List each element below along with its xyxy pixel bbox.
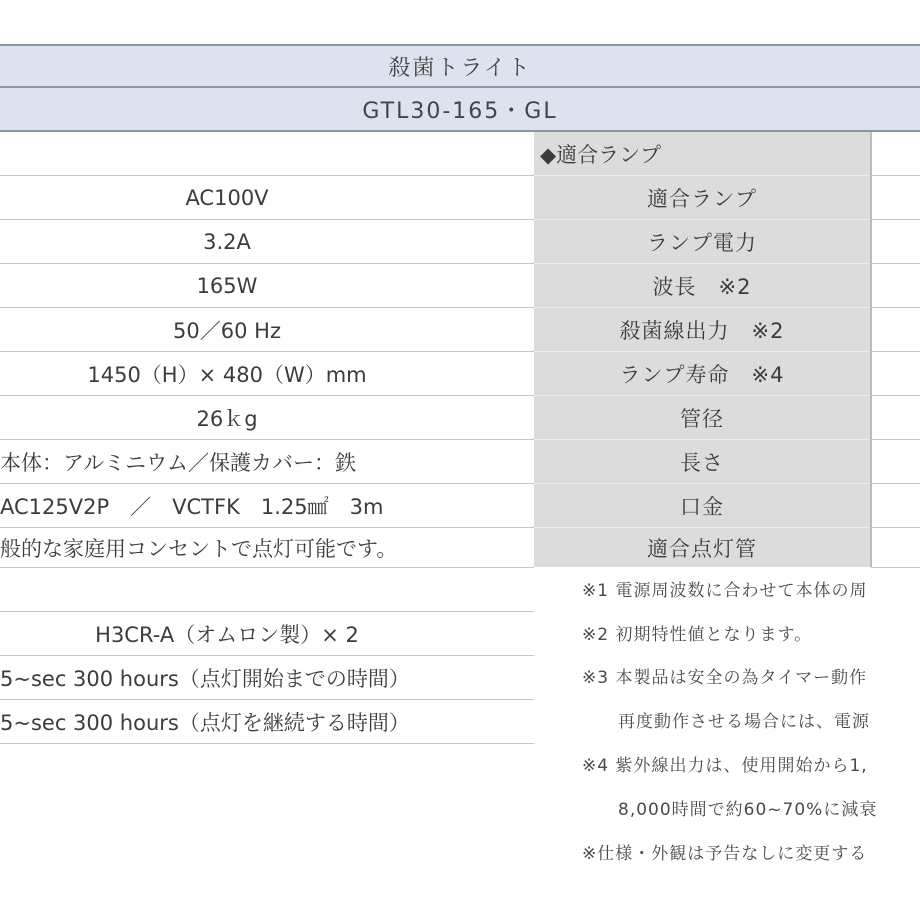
lamp-label: 適合ランプ <box>534 176 870 220</box>
lamp-value-cell <box>872 308 920 352</box>
lamp-label: 管径 <box>534 396 870 440</box>
spec-row-outlet: 般的な家庭用コンセントで点灯可能です。 <box>0 528 534 568</box>
spec-row-material: 本体：アルミニウム／保護カバー：鉄 <box>0 440 534 484</box>
product-name-header <box>0 44 920 88</box>
lamp-label: 殺菌線出力 ※2 <box>534 308 870 352</box>
lamp-label: 口金 <box>534 484 870 528</box>
spec-row-current: 3.2A <box>0 220 534 264</box>
model-number: GTL30-165・GL <box>362 98 558 124</box>
lamp-label: ランプ電力 <box>534 220 870 264</box>
spec-row-frequency: 50／60 Hz <box>0 308 534 352</box>
spec-row-timer-start: 5~sec 300 hours（点灯開始までの時間） <box>0 656 534 700</box>
lamp-value-cell <box>872 440 920 484</box>
spec-row-cord: AC125V2P ／ VCTFK 1.25㎟ 3m <box>0 484 534 528</box>
footnote-disclaimer: ※仕様・外観は予告なしに変更する <box>582 844 868 864</box>
footnote-4: ※4 紫外線出力は、使用開始から1, <box>582 756 868 776</box>
lamp-value-cell <box>872 220 920 264</box>
spec-row-timer-duration: 5~sec 300 hours（点灯を継続する時間） <box>0 700 534 744</box>
spec-row-weight: 26ｋg <box>0 396 534 440</box>
lamp-label: 波長 ※2 <box>534 264 870 308</box>
footnote-1: ※1 電源周波数に合わせて本体の周 <box>582 581 868 601</box>
spec-row-voltage: AC100V <box>0 176 534 220</box>
spec-row <box>0 132 534 176</box>
footnote-2: ※2 初期特性値となります。 <box>582 625 813 645</box>
product-name: 殺菌トライト <box>388 55 532 81</box>
spec-row-dimensions: 1450（H）× 480（W）mm <box>0 352 534 396</box>
spec-row-power: 165W <box>0 264 534 308</box>
lamp-value-cell <box>872 132 920 176</box>
lamp-label: 適合点灯管 <box>647 537 757 561</box>
model-header <box>0 88 920 132</box>
footnote-3-cont: 再度動作させる場合には、電源 <box>582 712 870 732</box>
lamp-value-cell <box>872 396 920 440</box>
lamp-label: ランプ寿命 ※4 <box>534 352 870 396</box>
lamp-value-cell <box>872 264 920 308</box>
lamp-label: 長さ <box>534 440 870 484</box>
footnote-3: ※3 本製品は安全の為タイマー動作 <box>582 668 868 688</box>
lamp-value-cell <box>872 528 920 568</box>
lamp-value-cell <box>872 484 920 528</box>
footnote-4-cont: 8,000時間で約60~70%に減衰 <box>582 800 878 820</box>
spec-row-timer: H3CR-A（オムロン製）× 2 <box>0 612 534 656</box>
lamp-value-cell <box>872 176 920 220</box>
lamp-value-cell <box>872 352 920 396</box>
spec-row <box>0 568 534 612</box>
lamp-section-heading: ◆適合ランプ <box>534 132 870 176</box>
